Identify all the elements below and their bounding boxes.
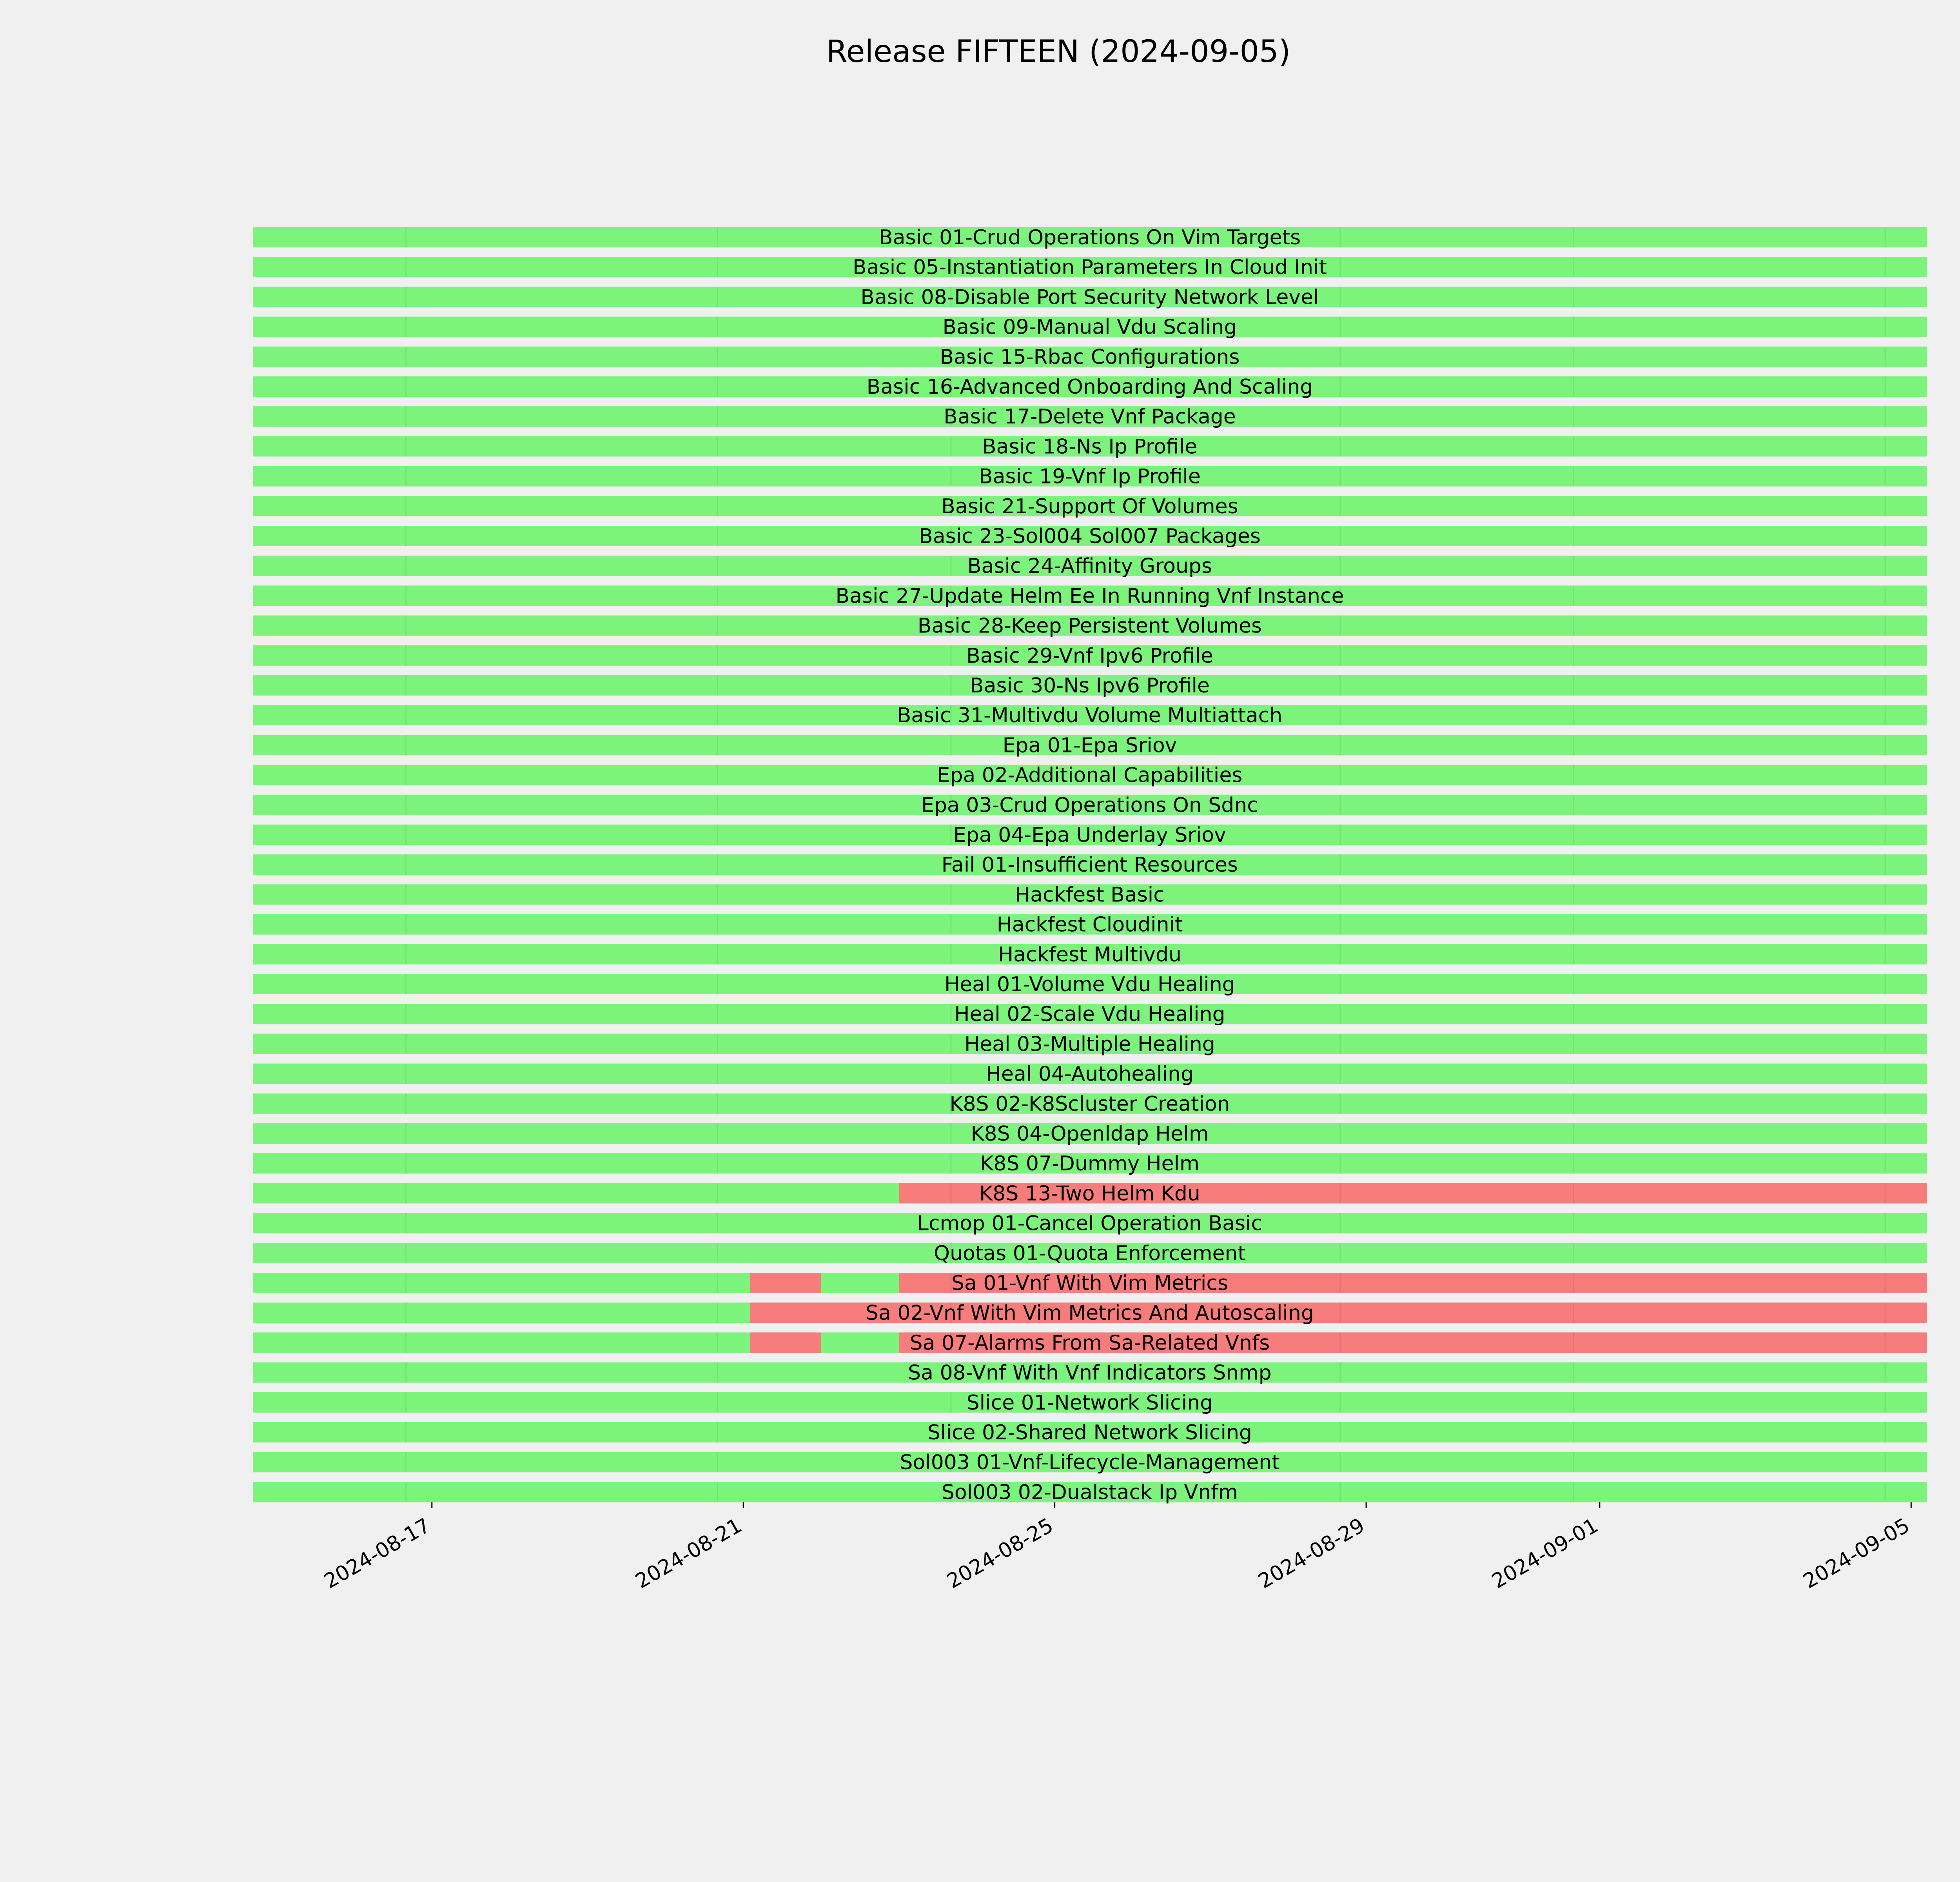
x-tick-label: 2024-09-05 [1799,1513,1914,1593]
bar-label: Basic 28-Keep Persistent Volumes [917,614,1262,638]
bar-label: Basic 08-Disable Port Security Network Level [860,285,1319,309]
bar-label: Basic 23-Sol004 Sol007 Packages [919,525,1261,548]
bar-label: Hackfest Basic [1015,883,1165,907]
bar-label: Hackfest Multivdu [998,943,1181,966]
bar-label: Basic 15-Rbac Configurations [940,345,1240,369]
bar-label: Basic 16-Advanced Onboarding And Scaling [866,375,1313,399]
bar-label: Sol003 02-Dualstack Ip Vnfm [941,1481,1238,1504]
bar-label: Basic 05-Instantiation Parameters In Cloud Init [853,256,1327,280]
fail-segment [750,1273,821,1293]
bar-label: Sa 02-Vnf With Vim Metrics And Autoscaling [866,1301,1314,1325]
bar-label: Basic 21-Support Of Volumes [941,494,1238,518]
x-tick-label: 2024-08-17 [320,1513,435,1593]
bar-label: K8S 07-Dummy Helm [980,1152,1200,1176]
bar-label: Heal 04-Autohealing [985,1062,1194,1086]
bar-label: Basic 09-Manual Vdu Scaling [942,315,1237,339]
x-tick-label: 2024-08-21 [631,1513,746,1593]
chart-title: Release FIFTEEN (2024-09-05) [826,34,1291,69]
bar-label: Slice 02-Shared Network Slicing [927,1421,1252,1444]
bar-label: K8S 04-Openldap Helm [971,1122,1209,1146]
bar-label: Fail 01-Insufficient Resources [941,853,1238,877]
bar-label: Basic 17-Delete Vnf Package [944,405,1236,429]
bar-label: K8S 02-K8Scluster Creation [949,1092,1230,1116]
bar-label: Sa 08-Vnf With Vnf Indicators Snmp [908,1361,1272,1385]
bar-label: Heal 02-Scale Vdu Healing [954,1003,1225,1026]
bar-label: Hackfest Cloudinit [996,913,1183,937]
bar-label: Slice 01-Network Slicing [966,1391,1213,1415]
bar-label: Sa 07-Alarms From Sa-Related Vnfs [909,1331,1270,1355]
bar-label: Basic 19-Vnf Ip Profile [978,465,1201,489]
bar-label: Basic 24-Affinity Groups [967,554,1212,578]
x-tick-label: 2024-09-01 [1488,1513,1602,1593]
bar-label: Basic 01-Crud Operations On Vim Targets [878,226,1301,249]
bar-label: Basic 27-Update Helm Ee In Running Vnf Instance [835,584,1344,608]
bar-label: Basic 29-Vnf Ipv6 Profile [966,644,1213,668]
fail-segment [750,1332,821,1353]
bar-label: Quotas 01-Quota Enforcement [934,1241,1246,1265]
bar-label: Epa 01-Epa Sriov [1002,734,1177,758]
bar-label: Sa 01-Vnf With Vim Metrics [951,1272,1229,1295]
x-axis [320,1502,1914,1593]
x-tick-label: 2024-08-25 [943,1513,1058,1593]
bar-label: Epa 03-Crud Operations On Sdnc [921,793,1258,817]
bar-label: Epa 02-Additional Capabilities [937,763,1243,787]
bar-label: Sol003 01-Vnf-Lifecycle-Management [900,1451,1280,1475]
bar-label: Basic 30-Ns Ipv6 Profile [969,674,1210,698]
bar-label: Epa 04-Epa Underlay Sriov [953,823,1226,847]
bar-label: K8S 13-Two Helm Kdu [979,1182,1200,1206]
bar-label: Heal 01-Volume Vdu Healing [944,973,1235,996]
bar-label: Basic 31-Multivdu Volume Multiattach [897,704,1283,728]
bar-label: Heal 03-Multiple Healing [964,1032,1215,1056]
bar-label: Basic 18-Ns Ip Profile [982,435,1198,459]
x-tick-label: 2024-08-29 [1254,1513,1369,1593]
bar-label: Lcmop 01-Cancel Operation Basic [917,1212,1263,1235]
